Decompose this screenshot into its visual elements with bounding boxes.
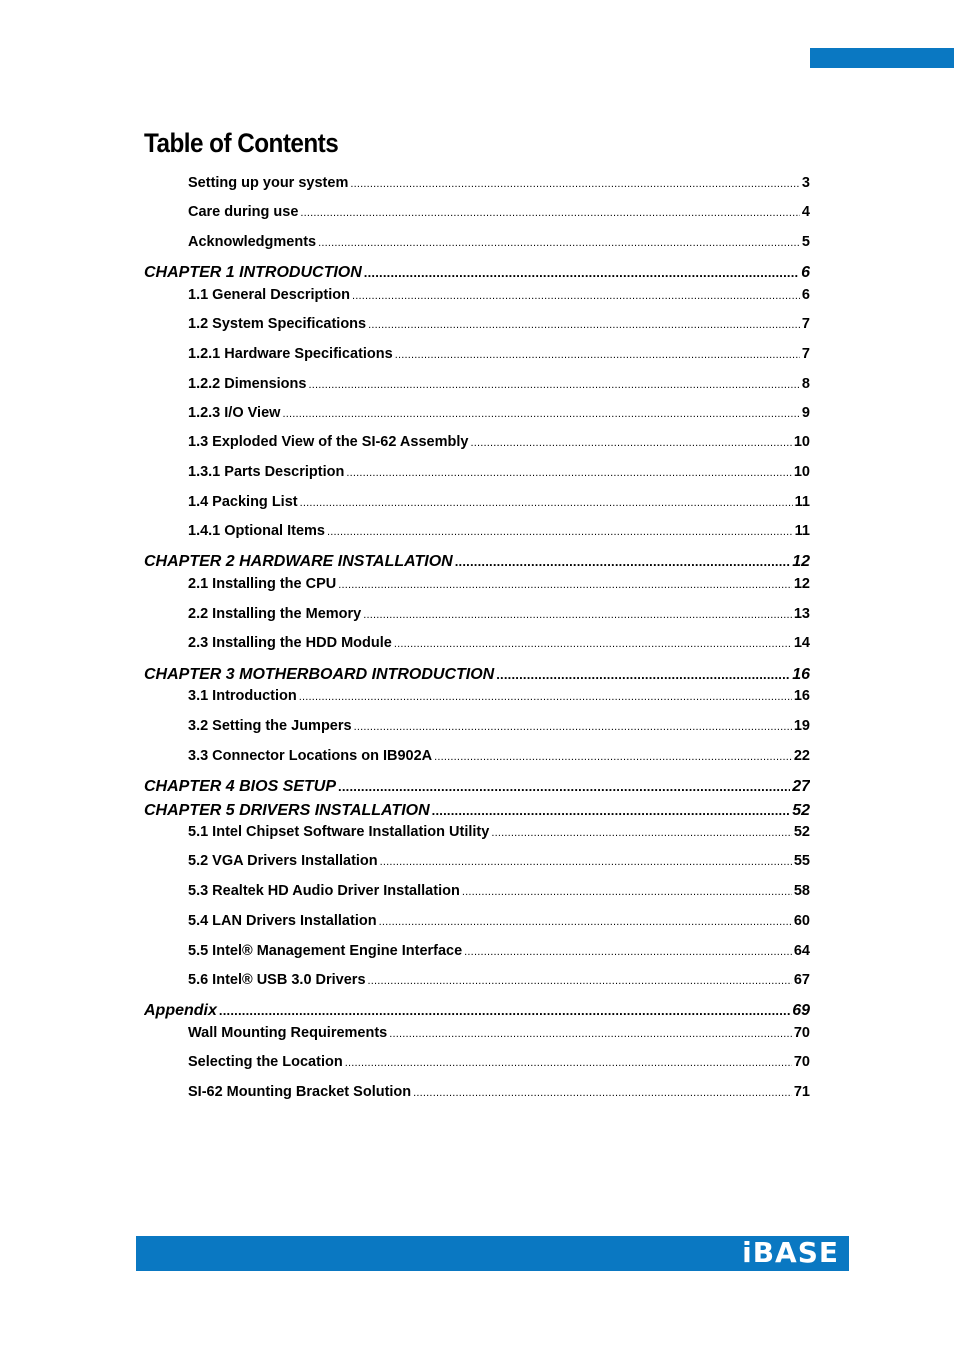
toc-entry-label: 3.2 Setting the Jumpers: [188, 718, 352, 734]
toc-leader-dots: [395, 345, 800, 364]
toc-entry-label: 1.2.3 I/O View: [188, 405, 281, 421]
toc-leader-dots: [352, 286, 800, 305]
toc-leader-dots: [455, 551, 790, 573]
toc-section-entry[interactable]: [188, 1082, 810, 1102]
toc-section-entry[interactable]: [188, 403, 810, 423]
toc-section-entry[interactable]: [188, 232, 810, 252]
toc-section-entry[interactable]: [188, 686, 810, 706]
toc-entry-label: Wall Mounting Requirements: [188, 1025, 388, 1041]
toc-leader-dots: [300, 203, 800, 222]
toc-section-entry[interactable]: [188, 970, 810, 990]
toc-leader-dots: [346, 463, 792, 482]
toc-leader-dots: [394, 634, 792, 653]
toc-entry-label: Appendix: [144, 1002, 217, 1019]
toc-leader-dots: [308, 375, 799, 394]
toc-entry-label: 1.4.1 Optional Items: [188, 523, 325, 539]
toc-entry-page: 11: [794, 523, 810, 539]
toc-entry-page: 7: [801, 346, 810, 362]
toc-entry-label: 5.1 Intel Chipset Software Installation Utility: [188, 824, 490, 840]
toc-entry-page: 3: [801, 175, 810, 191]
toc-entry-page: 6: [801, 287, 810, 303]
toc-section-entry[interactable]: [188, 173, 810, 193]
toc-entry-label: Selecting the Location: [188, 1054, 343, 1070]
toc-leader-dots: [496, 664, 790, 686]
toc-entry-page: 70: [793, 1025, 810, 1041]
toc-entry-page: 64: [793, 943, 810, 959]
toc-entry-label: CHAPTER 2 HARDWARE INSTALLATION: [144, 553, 453, 570]
toc-entry-label: SI-62 Mounting Bracket Solution: [188, 1084, 412, 1100]
toc-entry-label: 3.3 Connector Locations on IB902A: [188, 748, 433, 764]
toc-chapter-entry[interactable]: [144, 664, 810, 686]
toc-leader-dots: [470, 433, 791, 452]
toc-leader-dots: [299, 687, 792, 706]
toc-entry-label: 1.2.1 Hardware Specifications: [188, 346, 393, 362]
toc-entry-label: Setting up your system: [188, 175, 349, 191]
toc-section-entry[interactable]: [188, 604, 810, 624]
toc-leader-dots: [345, 1053, 792, 1072]
toc-leader-dots: [491, 823, 792, 842]
toc-entry-page: 19: [793, 718, 810, 734]
toc-entry-label: 1.2 System Specifications: [188, 316, 367, 332]
toc-entry-label: 2.3 Installing the HDD Module: [188, 635, 392, 651]
toc-chapter-entry[interactable]: [144, 262, 810, 284]
toc-entry-page: 7: [801, 316, 810, 332]
toc-section-entry[interactable]: [188, 633, 810, 653]
toc-section-entry[interactable]: [188, 374, 810, 394]
ibase-logo: iBASE: [742, 1236, 839, 1269]
toc-leader-dots: [380, 852, 792, 871]
toc-leader-dots: [318, 233, 800, 252]
toc-entry-page: 69: [792, 1002, 810, 1019]
toc-entry-label: 2.1 Installing the CPU: [188, 576, 337, 592]
toc-entry-label: CHAPTER 5 DRIVERS INSTALLATION: [144, 802, 430, 819]
toc-section-entry[interactable]: [188, 344, 810, 364]
header-accent-bar: [810, 48, 954, 68]
toc-leader-dots: [368, 971, 792, 990]
toc-section-entry[interactable]: [188, 285, 810, 305]
toc-entry-page: 10: [793, 464, 810, 480]
toc-entry-label: 2.2 Installing the Memory: [188, 606, 362, 622]
toc-entry-label: 5.4 LAN Drivers Installation: [188, 913, 377, 929]
toc-entry-page: 70: [793, 1054, 810, 1070]
toc-leader-dots: [464, 942, 792, 961]
toc-leader-dots: [364, 262, 799, 284]
toc-leader-dots: [338, 776, 790, 798]
toc-leader-dots: [327, 522, 793, 541]
toc-section-entry[interactable]: [188, 1023, 810, 1043]
toc-entry-page: 55: [793, 853, 810, 869]
toc-chapter-entry[interactable]: [144, 776, 810, 798]
toc-section-entry[interactable]: [188, 911, 810, 931]
toc-section-entry[interactable]: [188, 574, 810, 594]
toc-entry-page: 71: [793, 1084, 810, 1100]
toc-entry-page: 10: [793, 434, 810, 450]
toc-entry-page: 6: [801, 264, 810, 281]
toc-chapter-entry[interactable]: [144, 551, 810, 573]
toc-entry-page: 27: [792, 778, 810, 795]
toc-entry-label: CHAPTER 3 MOTHERBOARD INTRODUCTION: [144, 666, 495, 683]
toc-chapter-entry[interactable]: [144, 1000, 810, 1022]
toc-entry-label: Care during use: [188, 204, 299, 220]
toc-entry-page: 12: [793, 576, 810, 592]
toc-section-entry[interactable]: [188, 492, 810, 512]
toc-section-entry[interactable]: [188, 941, 810, 961]
toc-entry-page: 4: [801, 204, 810, 220]
toc-section-entry[interactable]: [188, 881, 810, 901]
toc-entry-label: 5.2 VGA Drivers Installation: [188, 853, 378, 869]
toc-entry-page: 11: [794, 494, 810, 510]
toc-leader-dots: [462, 882, 792, 901]
toc-section-entry[interactable]: [188, 432, 810, 452]
toc-leader-dots: [338, 575, 792, 594]
toc-section-entry[interactable]: [188, 851, 810, 871]
toc-entry-page: 16: [793, 688, 810, 704]
page-title: Table of Contents: [144, 128, 339, 158]
toc-entry-label: 5.3 Realtek HD Audio Driver Installation: [188, 883, 460, 899]
toc-leader-dots: [363, 605, 792, 624]
toc-section-entry[interactable]: [188, 314, 810, 334]
toc-entry-page: 5: [801, 234, 810, 250]
toc-entry-page: 67: [793, 972, 810, 988]
toc-entry-label: 1.2.2 Dimensions: [188, 376, 307, 392]
toc-entry-page: 16: [792, 666, 810, 683]
toc-chapter-entry[interactable]: [144, 800, 810, 822]
toc-entry-page: 52: [793, 824, 810, 840]
toc-entry-label: 5.5 Intel® Management Engine Interface: [188, 943, 463, 959]
toc-section-entry[interactable]: [188, 202, 810, 222]
toc-leader-dots: [219, 1000, 790, 1022]
toc-leader-dots: [389, 1024, 792, 1043]
toc-entry-page: 9: [801, 405, 810, 421]
toc-entry-page: 22: [793, 748, 810, 764]
toc-entry-page: 60: [793, 913, 810, 929]
toc-entry-page: 14: [793, 635, 810, 651]
toc-leader-dots: [434, 747, 792, 766]
toc-entry-label: 3.1 Introduction: [188, 688, 297, 704]
toc-section-entry[interactable]: [188, 521, 810, 541]
toc-leader-dots: [354, 717, 792, 736]
toc-section-entry[interactable]: [188, 822, 810, 842]
toc-entry-page: 52: [792, 802, 810, 819]
toc-entry-label: CHAPTER 1 INTRODUCTION: [144, 264, 362, 281]
toc-leader-dots: [300, 493, 793, 512]
toc-leader-dots: [282, 404, 799, 423]
footer-bar: [136, 1236, 849, 1271]
toc-entry-label: 5.6 Intel® USB 3.0 Drivers: [188, 972, 366, 988]
toc-entry-label: Acknowledgments: [188, 234, 317, 250]
toc-entry-page: 12: [792, 553, 810, 570]
toc-leader-dots: [350, 174, 800, 193]
toc-entry-page: 13: [793, 606, 810, 622]
toc-section-entry[interactable]: [188, 1052, 810, 1072]
toc-entry-label: 1.4 Packing List: [188, 494, 298, 510]
toc-entry-label: 1.3 Exploded View of the SI-62 Assembly: [188, 434, 469, 450]
toc-leader-dots: [432, 800, 791, 822]
toc-entry-page: 58: [793, 883, 810, 899]
toc-leader-dots: [379, 912, 792, 931]
toc-entry-label: 1.3.1 Parts Description: [188, 464, 345, 480]
toc-section-entry[interactable]: [188, 716, 810, 736]
toc-entry-page: 8: [801, 376, 810, 392]
toc-section-entry[interactable]: [188, 462, 810, 482]
toc-entry-label: 1.1 General Description: [188, 287, 350, 303]
toc-section-entry[interactable]: [188, 746, 810, 766]
toc-entry-label: CHAPTER 4 BIOS SETUP: [144, 778, 337, 795]
toc-leader-dots: [413, 1083, 792, 1102]
toc-leader-dots: [368, 315, 800, 334]
